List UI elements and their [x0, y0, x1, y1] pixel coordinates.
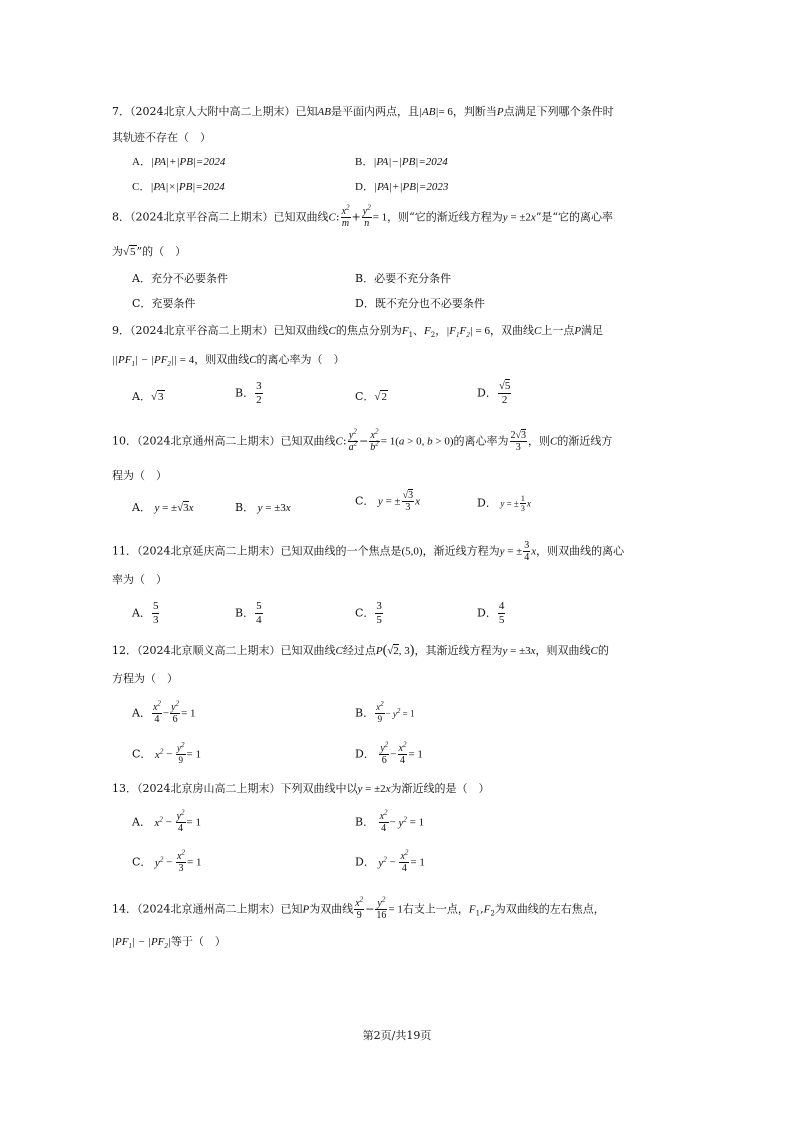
- q10-text: 程为（ ）: [112, 469, 167, 482]
- q8-option-b: B．必要不充分条件: [355, 272, 452, 285]
- q13-option-d: D． $y^2$ − $\frac{x^2}{4}$ = 1: [355, 848, 425, 874]
- q8-stem-line-2: 为√5”的（ ）: [112, 245, 187, 258]
- q8-text: ”的（ ）: [136, 245, 187, 258]
- q9-option-c: C．√2: [355, 390, 387, 403]
- q9-option-a: A．√3: [132, 390, 164, 403]
- q14-text: 14．（2024北京通州高二上期末）已知: [112, 902, 303, 916]
- page-footer: 第2页/共19页: [362, 1029, 432, 1042]
- q11-option-d: D． $\frac{4}{5}$: [477, 600, 505, 626]
- q10-text: ，则: [528, 434, 550, 448]
- q9-option-d: D． $\frac{√5}{2}$: [477, 380, 511, 406]
- q7-text: 其轨迹不存在（ ）: [112, 131, 211, 144]
- q11-text: ，则双曲线的离心: [536, 544, 625, 558]
- q13-text: 13．（2024北京房山高二上期末）下列双曲线中以: [112, 782, 358, 795]
- q9-option-b: B． $\frac{3}{2}$: [235, 380, 262, 406]
- q8-text: ”是“它的离心率: [535, 210, 614, 224]
- q14-stem-line-2: $|PF_1| - |PF_2|$等于（ ）: [112, 935, 226, 951]
- q7-text: 7．（2024北京人大附中高二上期末）已知: [112, 105, 318, 118]
- q7-option-c: C．|PA|×|PB|=2024: [132, 181, 225, 193]
- q11-text: ，渐近线方程为: [422, 544, 500, 558]
- q10-stem-line-1: 10．（2024北京通州高二上期末）已知双曲线C: $\frac{y^2}{a^2}$ − $\frac{x^2}{b^2}$ = 1(a > 0, b > 0)的离心率为 $\frac{2√3}{3}$ ，则C的渐近线方: [112, 427, 613, 453]
- q8-option-d: D．既不充分也不必要条件: [355, 297, 485, 310]
- q9-stem-line-2: $||PF_1| - |PF_2|| = 4$，则双曲线C的离心率为（ ）: [112, 353, 345, 369]
- q14-stem-line-1: 14．（2024北京通州高二上期末）已知P为双曲线 $\frac{x^2}{9}$ − $\frac{y^2}{16}$ = 1右支上一点，$F_1,F_2$为双曲线的左右焦点，: [112, 895, 605, 921]
- q7-text: ，判断当: [452, 105, 497, 118]
- q8-option-c: C．充要条件: [132, 297, 196, 310]
- q10-option-d: D． y = ± $\frac{1}{3}$ x: [477, 494, 531, 513]
- q14-text: 等于（ ）: [170, 935, 226, 948]
- q9-text: 的离心率为（ ）: [256, 353, 345, 366]
- q11-option-a: A． $\frac{5}{3}$: [132, 600, 159, 626]
- q7-text: 是平面内两点，且: [330, 105, 419, 118]
- q14-text: 右支上一点，: [402, 902, 469, 916]
- q9-text: ，: [435, 324, 447, 337]
- q9-text: 上一点: [541, 324, 575, 337]
- q12-option-b: B． $\frac{x^2}{9}$ − $y^2 = 1$: [355, 700, 415, 724]
- q9-text: ，则双曲线: [194, 353, 250, 366]
- q13-option-c: C． $y^2$ − $\frac{x^2}{3}$ = 1: [132, 848, 202, 874]
- q10-option-a: A． y = ±√3x: [132, 501, 194, 514]
- q12-text: ，则双曲线: [535, 644, 591, 657]
- q8-text: 8．（2024北京平谷高二上期末）已知双曲线: [112, 210, 329, 224]
- q7-option-a: A．|PA|+|PB|=2024: [132, 156, 226, 168]
- q11-text: 率为（ ）: [112, 573, 167, 586]
- q8-text: 为: [112, 245, 123, 258]
- q12-option-c: C． $x^2$ − $\frac{y^2}{9}$ = 1: [132, 741, 201, 765]
- q12-text: 12．（2024北京顺义高二上期末）已知双曲线: [112, 644, 336, 657]
- q11-text: 11．（2024北京延庆高二上期末）已知双曲线的一个焦点是: [112, 544, 402, 558]
- q12-option-d: D． $\frac{y^2}{6}$ − $\frac{x^2}{4}$ = 1: [355, 740, 423, 766]
- q10-option-b: B． y = ±3x: [235, 501, 291, 514]
- q11-stem-line-2: [112, 572, 167, 588]
- q8-stem-line-1: 8．（2024北京平谷高二上期末）已知双曲线C: $\frac{x^2}{m}$ + $\frac{y^2}{n}$ = 1，则“它的渐近线方程为y = ±2x”是“它的离心率: [112, 203, 614, 229]
- q8-text: ，则“它的渐近线方程为: [387, 210, 503, 224]
- q10-option-c: C． y = ± $\frac{√3}{3}$ x: [355, 490, 420, 513]
- q12-text: 方程为（ ）: [112, 672, 178, 685]
- q12-text: ，其渐近线方程为: [414, 644, 503, 657]
- q12-stem-line-1: 12．（2024北京顺义高二上期末）已知双曲线C经过点P(√2, 3)，其渐近线方程为y = ±3x，则双曲线C的: [112, 643, 609, 658]
- q11-stem-line-1: 11．（2024北京延庆高二上期末）已知双曲线的一个焦点是(5,0)，渐近线方程为y = ± $\frac{3}{4}$ x，则双曲线的离心: [112, 540, 625, 563]
- q14-text: 为双曲线: [309, 902, 354, 916]
- q7-option-b: B．|PA|−|PB|=2024: [355, 156, 448, 168]
- q13-text: 为渐近线的是（ ）: [390, 782, 490, 795]
- q12-option-a: A． $\frac{x^2}{4}$ − $\frac{y^2}{6}$ = 1: [132, 699, 196, 725]
- q7-stem-line-2: [112, 130, 211, 146]
- q7-text: 点满足下列哪个条件时: [503, 105, 614, 118]
- q13-option-b: B． $\frac{x^2}{4}$ − $y^2 = 1$: [355, 808, 425, 834]
- q10-text: 的离心率为: [453, 434, 509, 448]
- q9-text: 9．（2024北京平谷高二上期末）已知双曲线: [112, 324, 329, 337]
- q7-stem-line-1: 7．（2024北京人大附中高二上期末）已知AB是平面内两点，且|AB|= 6，判断当P点满足下列哪个条件时: [112, 105, 614, 118]
- q9-text: 满足: [581, 324, 604, 337]
- q8-option-a: A．充分不必要条件: [132, 272, 228, 285]
- q7-option-d: D．|PA|+|PB|=2023: [355, 181, 449, 193]
- q12-stem-line-2: [112, 671, 178, 687]
- q10-stem-line-2: [112, 468, 167, 484]
- q12-text: 经过点: [342, 644, 376, 657]
- q9-text: ，双曲线: [489, 324, 534, 337]
- q11-option-c: C． $\frac{3}{5}$: [355, 600, 382, 626]
- q13-stem-line-1: 13．（2024北京房山高二上期末）下列双曲线中以y = ±2x为渐近线的是（ ）: [112, 782, 490, 795]
- q10-text: 的渐近线方: [557, 434, 613, 448]
- q9-text: 的焦点分别为: [335, 324, 402, 337]
- q13-option-a: A． $x^2$ − $\frac{y^2}{4}$ = 1: [132, 808, 201, 834]
- q14-text: 为双曲线的左右焦点，: [494, 902, 605, 916]
- q11-option-b: B． $\frac{5}{4}$: [235, 600, 262, 626]
- q12-text: 的: [597, 644, 609, 657]
- q10-text: 10．（2024北京通州高二上期末）已知双曲线: [112, 434, 336, 448]
- q9-stem-line-1: 9．（2024北京平谷高二上期末）已知双曲线C的焦点分别为$F_1$、$F_2$，$|F_1F_2| = 6$，双曲线C上一点P满足: [112, 324, 604, 340]
- q9-text: 、: [413, 324, 425, 337]
